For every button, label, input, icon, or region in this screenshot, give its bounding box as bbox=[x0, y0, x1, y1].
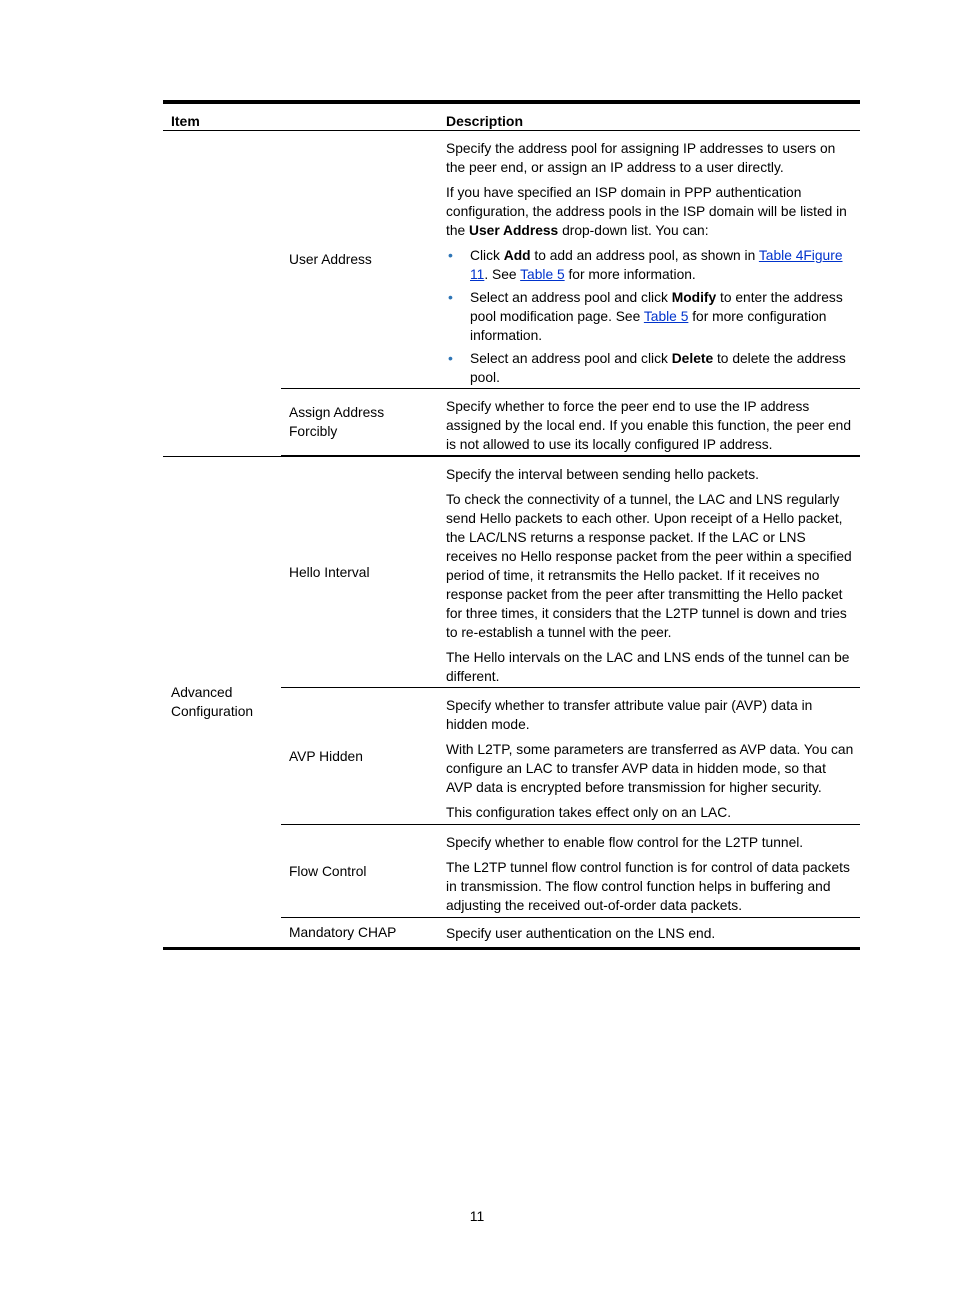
desc-bold: Modify bbox=[671, 290, 717, 305]
table-body bbox=[163, 131, 860, 950]
bullet-icon: • bbox=[448, 289, 453, 305]
desc-paragraph bbox=[446, 648, 854, 686]
header-description: Description bbox=[446, 113, 524, 129]
desc-text: drop-down list. You can: bbox=[558, 223, 709, 238]
subitem-assign-address-forcibly bbox=[281, 389, 437, 456]
subitem-hello-interval bbox=[281, 456, 437, 688]
page-number: 11 bbox=[469, 1208, 485, 1224]
table-5-link[interactable]: Table 5 bbox=[520, 267, 565, 282]
subitem-avp-hidden bbox=[281, 688, 437, 825]
description-user-address bbox=[437, 131, 860, 389]
desc-text: The Hello intervals on the LAC and LNS ends of the tunnel can be different. bbox=[446, 650, 850, 684]
subitem-mandatory-chap bbox=[281, 918, 437, 950]
description-assign-address-forcibly bbox=[437, 389, 860, 456]
desc-bullet-list bbox=[446, 246, 854, 387]
desc-text: Specify the address pool for assigning IP addresses to users on the peer end, or assign an IP address to a user directly. bbox=[446, 141, 836, 175]
desc-paragraph bbox=[446, 924, 854, 943]
desc-paragraph bbox=[446, 397, 854, 454]
desc-text: Select an address pool and click bbox=[470, 351, 672, 366]
subitem-label: AVP Hidden bbox=[289, 748, 363, 764]
desc-paragraph bbox=[446, 139, 854, 177]
desc-text: If you have specified an ISP domain in PPP authentication configuration, the address pools in the ISP domain will be listed in the bbox=[446, 185, 847, 238]
item-label: Advanced Configuration bbox=[171, 685, 254, 719]
list-item bbox=[446, 288, 854, 345]
desc-text: Click bbox=[470, 248, 504, 263]
subitem-label: Mandatory CHAP bbox=[289, 925, 397, 940]
item-cell-empty bbox=[163, 131, 281, 456]
desc-text: With L2TP, some parameters are transferred as AVP data. You can configure an LAC to transfer AVP data in hidden mode, so that AVP data is encrypted before transmission for higher security. bbox=[446, 742, 854, 795]
subitem-label: Flow Control bbox=[289, 863, 367, 879]
subitem-flow-control bbox=[281, 825, 437, 918]
desc-paragraph bbox=[446, 490, 854, 642]
desc-text: to enter the address pool modification page. See bbox=[470, 290, 843, 324]
desc-text: for more configuration information. bbox=[470, 309, 827, 343]
bullet-icon: • bbox=[448, 350, 453, 366]
desc-bold: Delete bbox=[671, 351, 714, 366]
desc-text: to add an address pool, as shown in bbox=[530, 248, 759, 263]
desc-text: Specify whether to enable flow control for the L2TP tunnel. bbox=[446, 835, 804, 850]
subitem-label: User Address bbox=[289, 252, 372, 267]
desc-paragraph bbox=[446, 696, 854, 734]
desc-text: Specify user authentication on the LNS end. bbox=[446, 926, 716, 941]
bullet-icon: • bbox=[448, 247, 453, 263]
desc-paragraph bbox=[446, 858, 854, 915]
desc-paragraph bbox=[446, 465, 854, 484]
subitem-user-address bbox=[281, 131, 437, 389]
desc-text: The L2TP tunnel flow control function is for control of data packets in transmission. The flow control function helps in buffering and adjusting the received out-of-order data packets. bbox=[446, 860, 850, 913]
list-item bbox=[446, 349, 854, 387]
desc-text: Specify the interval between sending hello packets. bbox=[446, 467, 759, 482]
description-mandatory-chap bbox=[437, 918, 860, 950]
header-item: Item bbox=[171, 113, 200, 129]
desc-text: Select an address pool and click bbox=[470, 290, 672, 305]
desc-text: to delete the address pool. bbox=[470, 351, 846, 385]
desc-bold: Add bbox=[503, 248, 531, 263]
desc-text: . See bbox=[484, 267, 521, 282]
subitem-label: Hello Interval bbox=[289, 564, 370, 580]
desc-text: To check the connectivity of a tunnel, the LAC and LNS regularly send Hello packets to each other. Upon receipt of a Hello packet, the LAC/LNS returns a response packet. If the LAC or LNS receives no Hello response packet from the peer within a specified period of time, it retransmits the Hello packet. If it receives no response packet from the peer after transmitting the Hello packet for three times, it considers that the L2TP tunnel is down and tries to re-establish a tunnel with the peer. bbox=[446, 492, 852, 640]
description-avp-hidden bbox=[437, 688, 860, 825]
desc-paragraph bbox=[446, 740, 854, 797]
subitem-label: Assign Address Forcibly bbox=[289, 405, 385, 439]
description-flow-control bbox=[437, 825, 860, 918]
desc-text: for more information. bbox=[564, 267, 696, 282]
desc-paragraph bbox=[446, 833, 854, 852]
desc-paragraph bbox=[446, 803, 854, 822]
table-header bbox=[163, 104, 860, 131]
parameters-table bbox=[163, 100, 860, 950]
desc-text: This configuration takes effect only on an LAC. bbox=[446, 805, 732, 820]
desc-bold: User Address bbox=[469, 223, 559, 238]
desc-text: Specify whether to force the peer end to use the IP address assigned by the local end. If you enable this function, the peer end is not allowed to use its locally configured IP address. bbox=[446, 399, 851, 452]
item-advanced-configuration bbox=[163, 456, 281, 950]
list-item bbox=[446, 246, 854, 284]
desc-text: Specify whether to transfer attribute value pair (AVP) data in hidden mode. bbox=[446, 698, 813, 732]
desc-paragraph bbox=[446, 183, 854, 240]
description-hello-interval bbox=[437, 456, 860, 688]
table-4-figure-11-link[interactable]: Table 4Figure 11 bbox=[470, 248, 843, 282]
table-5-link[interactable]: Table 5 bbox=[643, 309, 689, 324]
